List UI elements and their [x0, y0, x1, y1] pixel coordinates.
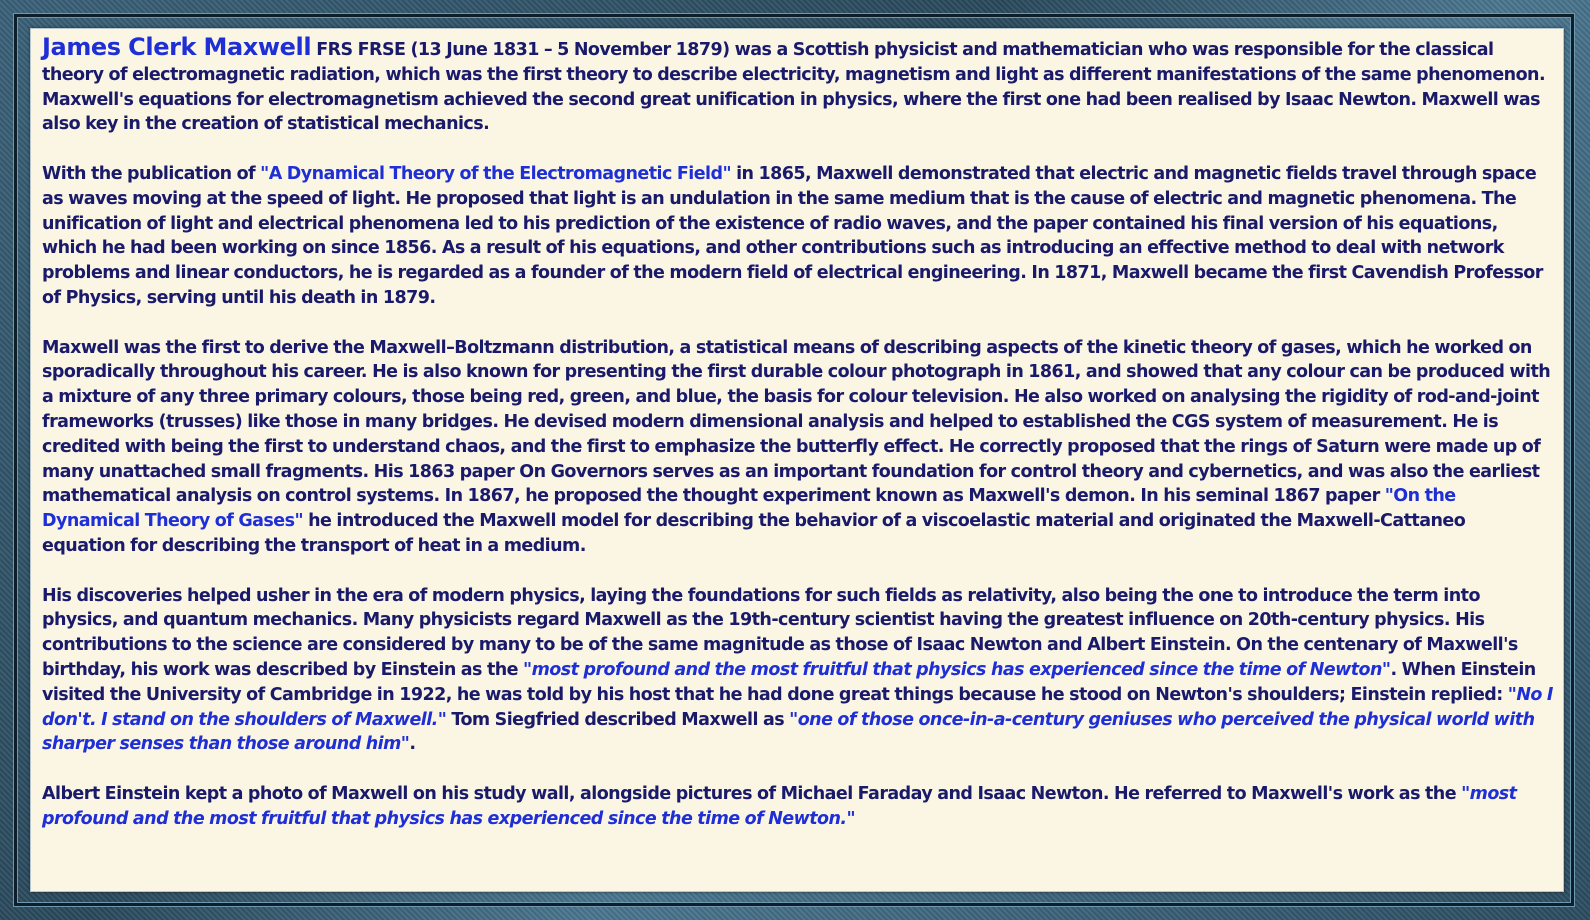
paragraph-text: in 1865, Maxwell demonstrated that electric and magnetic fields travel through space as waves moving at the speed of light. He proposed that light is an undulation in the same medium that is the cause of electric and magnetic phenomena. The unification of light and electrical phenomena led to his prediction of the existence of radio waves, and the paper contained his final version of his equations, which he had been working on since 1856. As a result of his equations, and other contributions such as introducing an effective method to deal with network problems and linear conductors, he is regarded as a founder of the modern field of electrical engineering. In 1871, Maxwell became the first Cavendish Professor of Physics, serving until his death in 1879.: [42, 163, 1543, 308]
paragraph-text: Tom Siegfried described Maxwell as: [446, 709, 790, 730]
paragraph-text: . When Einstein visited the University of Cambridge in 1922, he was told by his host that he had done great things because he stood on Newton's shoulders; Einstein replied:: [42, 659, 1536, 705]
shoulders-quote: "No I don't. I stand on the shoulders of Maxwell.": [42, 684, 1553, 730]
paragraph-text: FRS FRSE (13 June 1831 – 5 November 1879) was a Scottish physicist and mathematician who was responsible for the classical theory of electromagnetic radiation, which was the first theory to describe electricity, magnetism and light as different manifestations of the same phenomenon. Maxwell's equations for electromagnetism achieved the second great unification in physics, where the first one had been realised by Isaac Newton. Maxwell was also key in the creation of statistical mechanics.: [42, 40, 1546, 135]
gases-paper-link[interactable]: "On the Dynamical Theory of Gases": [42, 486, 1456, 532]
paragraph-text: Maxwell was the first to derive the Maxwell–Boltzmann distribution, a statistical means of describing aspects of the kinetic theory of gases, which he worked on sporadically throughout his career. He is also known for presenting the first durable colour photograph in 1861, and showed that any colour can be produced with a mixture of any three primary colours, those being red, green, and blue, the basis for colour television. He also worked on analysing the rigidity of rod-and-joint frameworks (trusses) like those in many bridges. He devised modern dimensional analysis and helped to established the CGS system of measurement. He is credited with being the first to understand chaos, and the first to emphasize the butterfly effect. He correctly proposed that the rings of Saturn were made up of many unattached small fragments. His 1863 paper On Governors serves as an important foundation for control theory and cybernetics, and was also the earliest mathematical analysis on control systems. In 1867, he proposed the thought experiment known as Maxwell's demon. In his seminal 1867 paper: [42, 337, 1551, 507]
text-panel: [30, 28, 1564, 892]
paragraph-text: His discoveries helped usher in the era of modern physics, laying the foundations for such fields as relativity, also being the one to introduce the term into physics, and quantum mechanics. Many physicists regard Maxwell as the 19th-century scientist having the greatest influence on 20th-century physics. His contributions to the science are considered by many to be of the same magnitude as those of Isaac Newton and Albert Einstein. On the centenary of Maxwell's birthday, his work was described by Einstein as the: [42, 585, 1518, 680]
paragraph-text: With the publication of: [42, 163, 261, 184]
subject-name: James Clerk Maxwell: [42, 33, 312, 61]
paragraph-contributions: [42, 336, 1553, 559]
paragraph-intro: [42, 35, 1553, 137]
paragraph-text: he introduced the Maxwell model for describing the behavior of a viscoelastic material and originated the Maxwell-Cattaneo equation for describing the transport of heat in a medium.: [42, 511, 1466, 556]
paragraph-electromagnetic: [42, 162, 1553, 311]
closing-quote: "most profound and the most fruitful that physics has experienced since the time of Newton.": [42, 783, 1517, 829]
paragraph-photo: [42, 782, 1553, 832]
paper-title-link[interactable]: "A Dynamical Theory of the Electromagnetic Field": [260, 163, 732, 184]
paragraph-legacy: [42, 584, 1553, 758]
paragraph-text: .: [409, 734, 416, 755]
paragraph-text: Albert Einstein kept a photo of Maxwell on his study wall, alongside pictures of Michael Faraday and Isaac Newton. He referred to Maxwell's work as the: [42, 783, 1462, 804]
einstein-quote: "most profound and the most fruitful that physics has experienced since the time of Newton": [523, 659, 1391, 680]
siegfried-quote: "one of those once-in-a-century geniuses who perceived the physical world with sharper senses than those around him": [42, 709, 1535, 755]
